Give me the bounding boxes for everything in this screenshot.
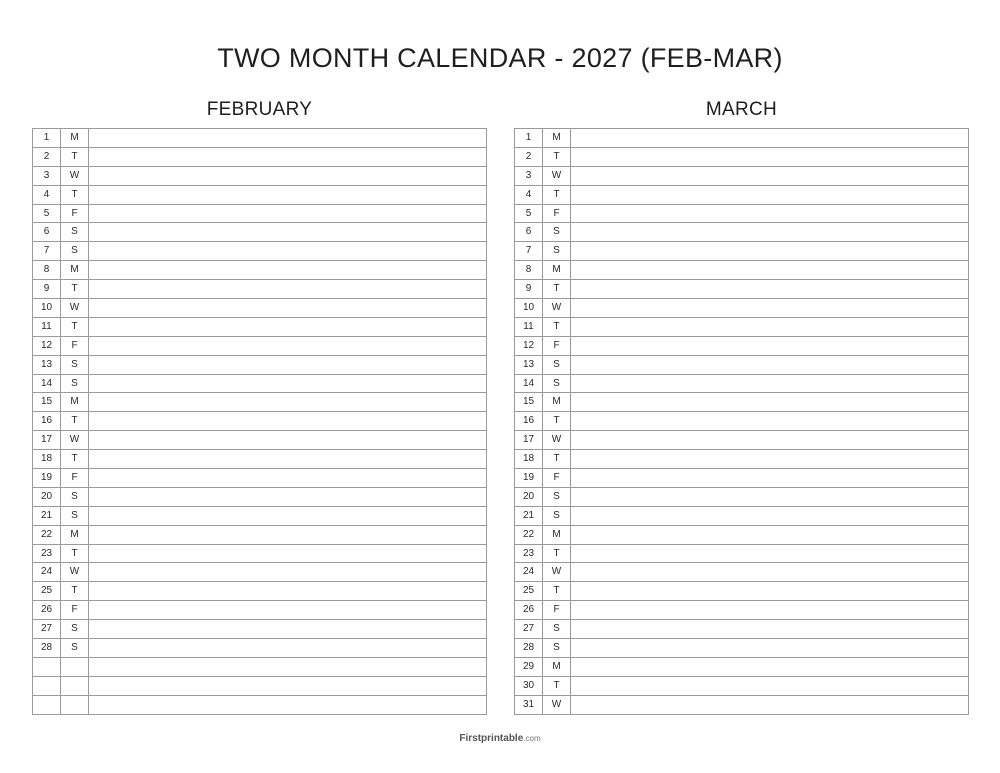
day-number: 17 [515,431,543,450]
note-cell[interactable] [89,563,487,582]
day-number: 31 [515,695,543,714]
table-row [515,544,969,563]
note-cell[interactable] [571,620,969,639]
footer [0,733,1000,744]
day-number: 29 [515,657,543,676]
note-cell[interactable] [89,280,487,299]
weekday-letter: T [543,450,571,469]
table-row [33,431,487,450]
day-number: 22 [515,525,543,544]
table-row [33,393,487,412]
weekday-letter: W [61,299,89,318]
weekday-letter: T [543,317,571,336]
note-cell[interactable] [571,676,969,695]
note-cell[interactable] [89,299,487,318]
table-row [515,412,969,431]
weekday-letter: T [61,544,89,563]
note-cell[interactable] [571,487,969,506]
day-number: 4 [515,185,543,204]
day-number: 20 [33,487,61,506]
table-row [33,657,487,676]
weekday-letter [61,676,89,695]
table-row [515,657,969,676]
page-title: TWO MONTH CALENDAR - 2027 (FEB-MAR) [217,43,783,73]
day-number: 15 [33,393,61,412]
note-cell[interactable] [571,317,969,336]
note-cell[interactable] [571,336,969,355]
table-row [515,620,969,639]
day-number: 14 [33,374,61,393]
day-number [33,676,61,695]
note-cell[interactable] [571,204,969,223]
day-number: 2 [33,147,61,166]
table-row [33,450,487,469]
day-number: 9 [515,280,543,299]
day-number: 24 [515,563,543,582]
weekday-letter: F [543,469,571,488]
weekday-letter: F [61,336,89,355]
note-cell[interactable] [89,431,487,450]
weekday-letter: M [61,261,89,280]
table-row [515,317,969,336]
table-row [33,639,487,658]
weekday-letter: S [543,620,571,639]
day-number: 27 [515,620,543,639]
table-row [515,525,969,544]
table-row [33,242,487,261]
note-cell[interactable] [89,601,487,620]
day-number: 23 [515,544,543,563]
weekday-letter: S [543,355,571,374]
weekday-letter: S [61,639,89,658]
day-number: 28 [33,639,61,658]
day-number: 19 [515,469,543,488]
note-cell[interactable] [89,657,487,676]
table-row [515,261,969,280]
day-number: 30 [515,676,543,695]
weekday-letter: T [543,582,571,601]
day-number: 20 [515,487,543,506]
table-row [33,412,487,431]
day-number: 3 [515,166,543,185]
day-number: 26 [515,601,543,620]
note-cell[interactable] [571,525,969,544]
day-number: 7 [33,242,61,261]
day-number: 11 [33,317,61,336]
table-row [33,469,487,488]
note-cell[interactable] [571,374,969,393]
table-row [33,299,487,318]
table-row [515,223,969,242]
note-cell[interactable] [571,657,969,676]
day-number: 4 [33,185,61,204]
table-row [33,601,487,620]
note-cell[interactable] [571,242,969,261]
day-number: 1 [515,129,543,148]
note-cell[interactable] [571,393,969,412]
note-cell[interactable] [571,412,969,431]
table-row [515,166,969,185]
note-cell[interactable] [571,544,969,563]
weekday-letter: W [543,695,571,714]
month-february [32,96,487,715]
weekday-letter: W [61,563,89,582]
table-row [33,147,487,166]
weekday-letter: M [543,129,571,148]
weekday-letter: S [543,223,571,242]
day-number: 13 [33,355,61,374]
weekday-letter: F [61,469,89,488]
weekday-letter: T [543,280,571,299]
table-row [33,563,487,582]
weekday-letter: T [61,582,89,601]
day-number: 14 [515,374,543,393]
note-cell[interactable] [571,506,969,525]
weekday-letter: S [61,223,89,242]
note-cell[interactable] [89,129,487,148]
weekday-letter: T [61,450,89,469]
table-row [33,336,487,355]
note-cell[interactable] [571,355,969,374]
weekday-letter: S [543,639,571,658]
note-cell[interactable] [571,431,969,450]
note-cell[interactable] [89,336,487,355]
weekday-letter: S [61,355,89,374]
note-cell[interactable] [571,280,969,299]
day-number: 23 [33,544,61,563]
note-cell[interactable] [89,582,487,601]
weekday-letter: S [543,374,571,393]
weekday-letter: W [543,431,571,450]
weekday-letter: T [61,412,89,431]
weekday-letter: M [543,261,571,280]
day-number: 2 [515,147,543,166]
note-cell[interactable] [571,166,969,185]
table-row [515,563,969,582]
day-number: 25 [515,582,543,601]
weekday-letter: T [543,185,571,204]
day-number: 15 [515,393,543,412]
weekday-letter: T [61,185,89,204]
day-number: 18 [33,450,61,469]
note-cell[interactable] [89,469,487,488]
weekday-letter: T [61,317,89,336]
note-cell[interactable] [89,695,487,714]
day-number: 24 [33,563,61,582]
weekday-letter: F [61,601,89,620]
table-row [515,185,969,204]
table-row [33,695,487,714]
table-row [515,639,969,658]
note-cell[interactable] [89,487,487,506]
weekday-letter: M [61,393,89,412]
note-cell[interactable] [89,393,487,412]
weekday-letter: M [61,525,89,544]
note-cell[interactable] [89,374,487,393]
day-number: 13 [515,355,543,374]
day-number: 17 [33,431,61,450]
note-cell[interactable] [89,620,487,639]
table-row [515,393,969,412]
table-row [33,676,487,695]
weekday-letter: T [543,412,571,431]
note-cell[interactable] [571,695,969,714]
day-number: 9 [33,280,61,299]
note-cell[interactable] [571,563,969,582]
table-row [515,147,969,166]
weekday-letter: M [543,657,571,676]
table-row [515,506,969,525]
weekday-letter: S [61,506,89,525]
table-row [515,431,969,450]
note-cell[interactable] [89,639,487,658]
table-row [515,582,969,601]
weekday-letter: W [543,299,571,318]
day-number: 26 [33,601,61,620]
day-number: 16 [515,412,543,431]
weekday-letter: S [61,487,89,506]
note-cell[interactable] [571,223,969,242]
day-number: 8 [515,261,543,280]
note-cell[interactable] [89,355,487,374]
calendar-table [514,128,969,715]
day-number: 11 [515,317,543,336]
day-number: 12 [33,336,61,355]
weekday-letter: F [543,336,571,355]
day-number: 18 [515,450,543,469]
weekday-letter: W [61,166,89,185]
table-row [33,355,487,374]
note-cell[interactable] [571,469,969,488]
month-march [514,96,969,715]
table-row [515,355,969,374]
note-cell[interactable] [571,601,969,620]
day-number: 12 [515,336,543,355]
note-cell[interactable] [89,223,487,242]
day-number: 22 [33,525,61,544]
table-row [33,525,487,544]
table-row [515,676,969,695]
day-number: 6 [515,223,543,242]
table-row [515,487,969,506]
day-number: 21 [33,506,61,525]
table-row [33,280,487,299]
day-number: 6 [33,223,61,242]
note-cell[interactable] [89,166,487,185]
table-row [33,204,487,223]
note-cell[interactable] [571,261,969,280]
weekday-letter [61,657,89,676]
note-cell[interactable] [571,185,969,204]
day-number: 21 [515,506,543,525]
note-cell[interactable] [89,412,487,431]
weekday-letter: S [543,242,571,261]
note-cell[interactable] [89,147,487,166]
day-number: 10 [515,299,543,318]
weekday-letter: T [61,147,89,166]
weekday-letter: T [543,676,571,695]
table-row [33,129,487,148]
note-cell[interactable] [571,582,969,601]
weekday-letter: M [61,129,89,148]
day-number: 19 [33,469,61,488]
weekday-letter: T [61,280,89,299]
day-number: 28 [515,639,543,658]
table-row [515,450,969,469]
note-cell[interactable] [571,639,969,658]
table-row [515,374,969,393]
note-cell[interactable] [89,506,487,525]
day-number: 5 [33,204,61,223]
brand-name: Firstprintable [459,733,524,744]
table-row [515,695,969,714]
note-cell[interactable] [571,129,969,148]
note-cell[interactable] [89,525,487,544]
table-row [33,166,487,185]
day-number: 8 [33,261,61,280]
weekday-letter: M [543,525,571,544]
weekday-letter: W [543,563,571,582]
note-cell[interactable] [571,147,969,166]
table-row [33,487,487,506]
note-cell[interactable] [89,261,487,280]
day-number: 10 [33,299,61,318]
day-number: 25 [33,582,61,601]
day-number: 16 [33,412,61,431]
weekday-letter: S [543,487,571,506]
table-row [33,185,487,204]
table-row [515,601,969,620]
day-number: 5 [515,204,543,223]
table-row [515,280,969,299]
day-number: 1 [33,129,61,148]
table-row [33,506,487,525]
table-row [33,261,487,280]
weekday-letter [61,695,89,714]
note-cell[interactable] [571,450,969,469]
table-row [515,299,969,318]
weekday-letter: T [543,147,571,166]
note-cell[interactable] [571,299,969,318]
note-cell[interactable] [89,185,487,204]
weekday-letter: W [61,431,89,450]
table-row [515,469,969,488]
weekday-letter: S [61,374,89,393]
weekday-letter: S [61,620,89,639]
note-cell[interactable] [89,317,487,336]
calendar-table [32,128,487,715]
note-cell[interactable] [89,450,487,469]
table-row [33,544,487,563]
note-cell[interactable] [89,544,487,563]
weekday-letter: F [543,204,571,223]
month-title: FEBRUARY [206,99,313,120]
day-number: 3 [33,166,61,185]
table-row [33,223,487,242]
note-cell[interactable] [89,204,487,223]
day-number: 27 [33,620,61,639]
table-row [33,317,487,336]
month-title: MARCH [705,99,778,120]
table-row [515,129,969,148]
table-row [515,336,969,355]
table-row [33,374,487,393]
weekday-letter: S [543,506,571,525]
weekday-letter: T [543,544,571,563]
note-cell[interactable] [89,676,487,695]
table-row [515,204,969,223]
weekday-letter: F [543,601,571,620]
weekday-letter: S [61,242,89,261]
day-number [33,695,61,714]
table-row [33,582,487,601]
weekday-letter: M [543,393,571,412]
table-row [515,242,969,261]
day-number: 7 [515,242,543,261]
brand-domain: .com [523,734,541,743]
weekday-letter: W [543,166,571,185]
table-row [33,620,487,639]
weekday-letter: F [61,204,89,223]
day-number [33,657,61,676]
note-cell[interactable] [89,242,487,261]
